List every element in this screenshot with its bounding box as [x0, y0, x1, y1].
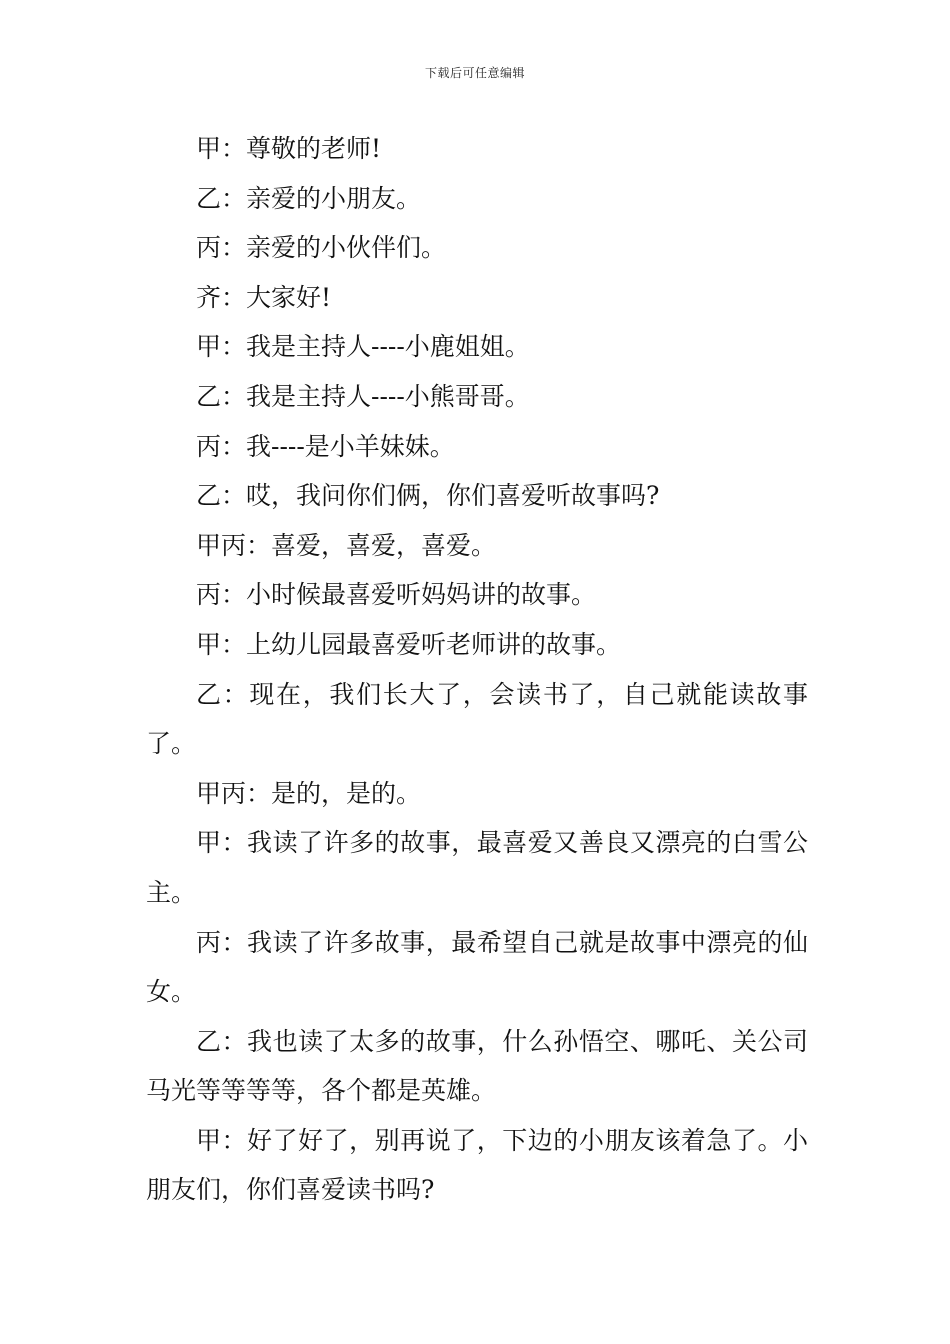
dialogue-line: 乙：我也读了太多的故事，什么孙悟空、哪吒、关公司马光等等等等，各个都是英雄。: [146, 1026, 808, 1106]
dialogue-line: 丙：我----是小羊妹妹。: [196, 431, 455, 461]
dialogue-line: 甲丙：是的，是的。: [196, 778, 422, 808]
document-body: [146, 124, 808, 1215]
dialogue-line: 乙：亲爱的小朋友。: [196, 183, 422, 213]
dialogue-line: 齐：大家好!: [196, 282, 332, 312]
dialogue-line: 甲丙：喜爱，喜爱，喜爱。: [196, 530, 497, 560]
dialogue-line: 丙：亲爱的小伙伴们。: [196, 233, 447, 263]
dialogue-line: 丙：小时候最喜爱听妈妈讲的故事。: [196, 580, 597, 610]
dialogue-line: 乙：我是主持人----小熊哥哥。: [196, 381, 530, 411]
page-header: 下载后可任意编辑: [424, 66, 525, 80]
dialogue-line: 甲：上幼儿园最喜爱听老师讲的故事。: [196, 629, 622, 659]
dialogue-line: 乙：哎，我问你们俩，你们喜爱听故事吗?: [196, 481, 660, 511]
dialogue-line: 甲：我是主持人----小鹿姐姐。: [196, 332, 530, 362]
dialogue-line: 甲：我读了许多的故事，最喜爱又善良又漂亮的白雪公主。: [146, 828, 808, 907]
dialogue-line: 乙：现在，我们长大了，会读书了，自己就能读故事了。: [146, 679, 808, 759]
dialogue-line: 丙：我读了许多故事，最希望自己就是故事中漂亮的仙女。: [146, 927, 808, 1007]
dialogue-line: 甲：尊敬的老师!: [196, 134, 382, 163]
dialogue-line: 甲：好了好了，别再说了，下边的小朋友该着急了。小朋友们，你们喜爱读书吗?: [146, 1125, 808, 1205]
